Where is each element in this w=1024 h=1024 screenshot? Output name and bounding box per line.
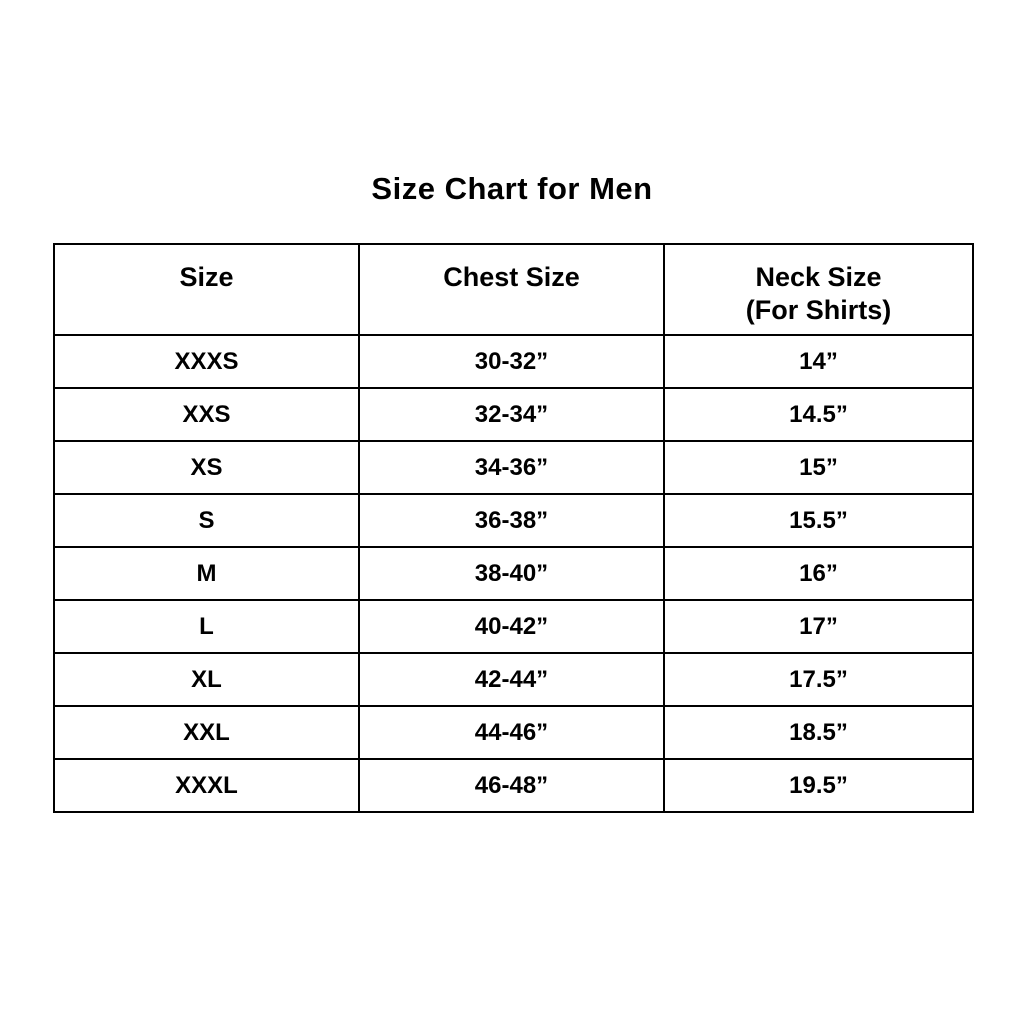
header-row <box>54 244 973 335</box>
chest-size-cell: 36-38” <box>359 494 664 547</box>
chest-size-cell: 40-42” <box>359 600 664 653</box>
page-title: Size Chart for Men <box>371 171 653 206</box>
chest-size-cell: 34-36” <box>359 441 664 494</box>
size-chart-table <box>53 243 974 813</box>
column-header-size <box>54 244 359 335</box>
size-cell: L <box>54 600 359 653</box>
header-label: Chest Size <box>443 262 580 292</box>
neck-size-cell: 15.5” <box>664 494 973 547</box>
chest-size-cell: 30-32” <box>359 335 664 388</box>
neck-size-cell: 14.5” <box>664 388 973 441</box>
table-row <box>54 441 973 494</box>
table-row <box>54 335 973 388</box>
size-cell: XXS <box>54 388 359 441</box>
table-row <box>54 494 973 547</box>
size-cell: XS <box>54 441 359 494</box>
table-row <box>54 600 973 653</box>
header-label: Size <box>179 262 234 292</box>
table-row <box>54 547 973 600</box>
column-header-chest-size <box>359 244 664 335</box>
size-cell: XL <box>54 653 359 706</box>
size-cell: XXXL <box>54 759 359 812</box>
chest-size-cell: 46-48” <box>359 759 664 812</box>
size-cell: XXL <box>54 706 359 759</box>
header-sublabel: (For Shirts) <box>745 295 892 325</box>
neck-size-cell: 18.5” <box>664 706 973 759</box>
table-row <box>54 759 973 812</box>
size-cell: S <box>54 494 359 547</box>
neck-size-cell: 15” <box>664 441 973 494</box>
header-label: Neck Size <box>755 262 882 292</box>
size-cell: M <box>54 547 359 600</box>
neck-size-cell: 17” <box>664 600 973 653</box>
neck-size-cell: 14” <box>664 335 973 388</box>
neck-size-cell: 16” <box>664 547 973 600</box>
column-header-neck-size <box>664 244 973 335</box>
table-row <box>54 706 973 759</box>
neck-size-cell: 17.5” <box>664 653 973 706</box>
chest-size-cell: 44-46” <box>359 706 664 759</box>
neck-size-cell: 19.5” <box>664 759 973 812</box>
table-row <box>54 388 973 441</box>
chest-size-cell: 32-34” <box>359 388 664 441</box>
chest-size-cell: 42-44” <box>359 653 664 706</box>
chest-size-cell: 38-40” <box>359 547 664 600</box>
table-row <box>54 653 973 706</box>
size-cell: XXXS <box>54 335 359 388</box>
